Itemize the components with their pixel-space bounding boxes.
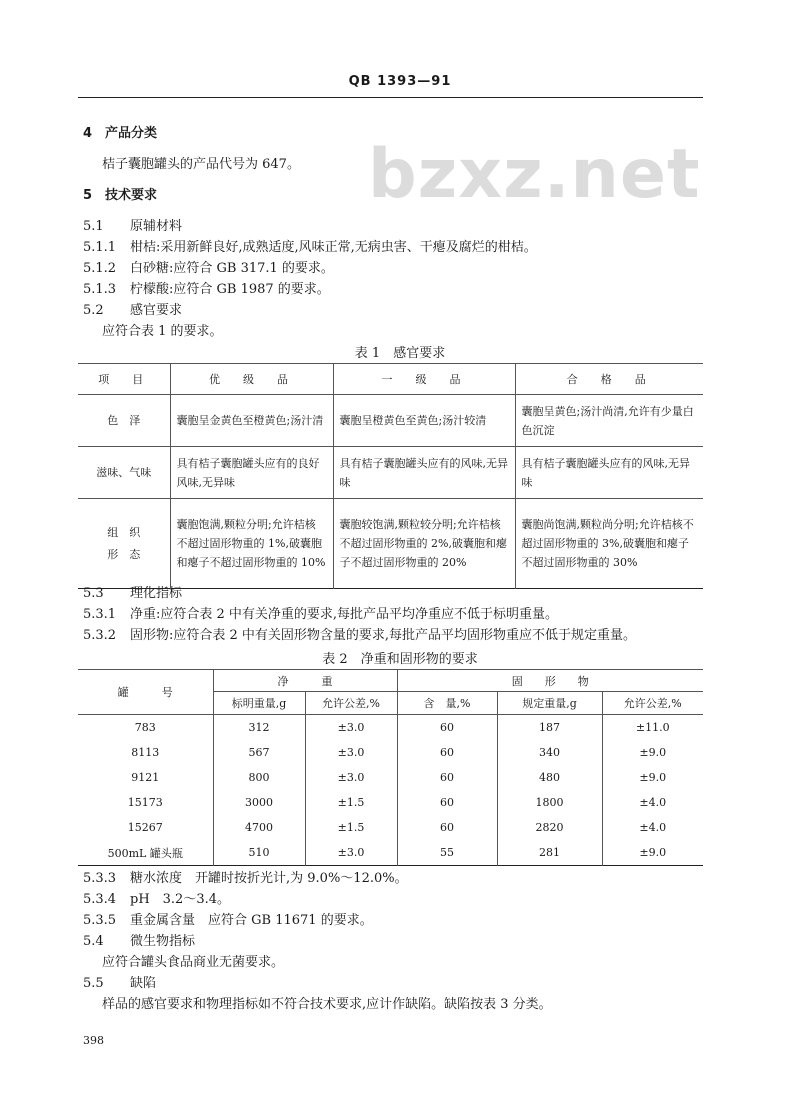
table-cell: 1800 xyxy=(497,790,602,815)
header-grade-superior: 优 级 品 xyxy=(170,364,333,395)
subheader-solids-tolerance: 允许公差,% xyxy=(602,692,703,715)
table-cell: 9121 xyxy=(78,765,213,790)
section-4-heading: 4 产品分类 xyxy=(83,126,158,141)
table-cell: 500mL 罐头瓶 xyxy=(78,840,213,866)
table-cell: 60 xyxy=(397,740,497,765)
table-cell: 60 xyxy=(397,715,497,741)
header-grade-qualified: 合 格 品 xyxy=(515,364,703,395)
header-grade-first: 一 级 品 xyxy=(333,364,515,395)
table-cell: 60 xyxy=(397,815,497,840)
table-row xyxy=(78,715,703,741)
table-cell: 800 xyxy=(213,765,305,790)
table-cell: ±11.0 xyxy=(602,715,703,741)
section-5-3-2: 5.3.2 固形物:应符合表 2 中有关固形物含量的要求,每批产品平均固形物重应不低于规定重量。 xyxy=(83,628,637,643)
section-5-4-text: 应符合罐头食品商业无菌要求。 xyxy=(102,955,285,970)
row-label-taste: 滋味、气味 xyxy=(78,447,170,499)
section-5-2-text: 应符合表 1 的要求。 xyxy=(102,324,223,339)
section-5-3-5: 5.3.5 重金属含量 应符合 GB 11671 的要求。 xyxy=(83,913,373,928)
table-cell: 783 xyxy=(78,715,213,741)
table-cell: 3000 xyxy=(213,790,305,815)
table-cell: 187 xyxy=(497,715,602,741)
table-cell: 60 xyxy=(397,765,497,790)
watermark: bzxz.net xyxy=(368,135,701,214)
table-cell: ±3.0 xyxy=(305,765,397,790)
section-5-1-1: 5.1.1 柑桔:采用新鲜良好,成熟适度,风味正常,无病虫害、干瘪及腐烂的柑桔。 xyxy=(83,240,537,255)
subheader-labeled-weight: 标明重量,g xyxy=(213,692,305,715)
section-5-3-4: 5.3.4 pH 3.2～3.4。 xyxy=(83,892,231,907)
table-cell: ±1.5 xyxy=(305,790,397,815)
section-5-3: 5.3 理化指标 xyxy=(83,586,183,601)
table-cell: ±4.0 xyxy=(602,815,703,840)
table-cell: 60 xyxy=(397,790,497,815)
table-cell: ±3.0 xyxy=(305,715,397,741)
table1-caption: 表 1 感官要求 xyxy=(354,346,446,361)
sensory-requirements-table xyxy=(78,363,703,589)
table-row xyxy=(78,790,703,815)
cell-color-qualified: 囊胞呈黄色;汤汁尚清,允许有少量白色沉淀 xyxy=(515,395,703,447)
table-row xyxy=(78,840,703,866)
subheader-net-tolerance: 允许公差,% xyxy=(305,692,397,715)
table-row xyxy=(78,815,703,840)
section-5-3-3: 5.3.3 糖水浓度 开罐时按折光计,为 9.0%～12.0%。 xyxy=(83,871,408,886)
subheader-content: 含 量,% xyxy=(397,692,497,715)
table-cell: 8113 xyxy=(78,740,213,765)
cell-color-first: 囊胞呈橙黄色至黄色;汤汁较清 xyxy=(333,395,515,447)
header-item: 项 目 xyxy=(78,364,170,395)
table-cell: 55 xyxy=(397,840,497,866)
net-weight-solids-table xyxy=(78,669,703,866)
table-cell: ±9.0 xyxy=(602,840,703,866)
table-cell: ±9.0 xyxy=(602,765,703,790)
cell-taste-superior: 具有桔子囊胞罐头应有的良好风味,无异味 xyxy=(170,447,333,499)
table-cell: 567 xyxy=(213,740,305,765)
row-label-texture: 组 织 形 态 xyxy=(78,499,170,589)
table-row xyxy=(78,740,703,765)
table-cell: ±3.0 xyxy=(305,840,397,866)
page-number: 398 xyxy=(83,1034,104,1047)
section-5-5-text: 样品的感官要求和物理指标如不符合技术要求,应计作缺陷。缺陷按表 3 分类。 xyxy=(102,997,552,1012)
table-cell: 480 xyxy=(497,765,602,790)
table-cell: 4700 xyxy=(213,815,305,840)
cell-texture-qualified: 囊胞尚饱满,颗粒尚分明;允许桔核不超过固形物重的 3%,破囊胞和瘪子不超过固形物重的 30% xyxy=(515,499,703,589)
table-cell: 15267 xyxy=(78,815,213,840)
cell-taste-qualified: 具有桔子囊胞罐头应有的风味,无异味 xyxy=(515,447,703,499)
section-5-3-1: 5.3.1 净重:应符合表 2 中有关净重的要求,每批产品平均净重应不低于标明重量。 xyxy=(83,607,559,622)
section-5-1-3: 5.1.3 柠檬酸:应符合 GB 1987 的要求。 xyxy=(83,282,330,297)
table-cell: ±1.5 xyxy=(305,815,397,840)
table-cell: 312 xyxy=(213,715,305,741)
table-cell: 340 xyxy=(497,740,602,765)
table-cell: 510 xyxy=(213,840,305,866)
table-cell: 2820 xyxy=(497,815,602,840)
section-5-5: 5.5 缺陷 xyxy=(83,976,157,991)
section-5-2: 5.2 感官要求 xyxy=(83,303,183,318)
cell-texture-first: 囊胞较饱满,颗粒较分明;允许桔核不超过固形物重的 2%,破囊胞和瘪子不超过固形物重的 20% xyxy=(333,499,515,589)
table-cell: 15173 xyxy=(78,790,213,815)
section-5-1: 5.1 原辅材料 xyxy=(83,219,183,234)
table-row xyxy=(78,765,703,790)
header-rule xyxy=(78,97,703,98)
header-solids: 固 形 物 xyxy=(397,670,703,692)
table-cell: 281 xyxy=(497,840,602,866)
header-can-number: 罐 号 xyxy=(78,670,213,715)
header-net-weight: 净 重 xyxy=(213,670,397,692)
section-5-heading: 5 技术要求 xyxy=(83,188,158,203)
section-4-text: 桔子囊胞罐头的产品代号为 647。 xyxy=(102,157,300,172)
table-cell: ±9.0 xyxy=(602,740,703,765)
table-cell: ±3.0 xyxy=(305,740,397,765)
document-code: QB 1393—91 xyxy=(348,74,452,89)
section-5-4: 5.4 微生物指标 xyxy=(83,934,196,949)
table2-caption: 表 2 净重和固形物的要求 xyxy=(322,652,478,667)
section-5-1-2: 5.1.2 白砂糖:应符合 GB 317.1 的要求。 xyxy=(83,261,334,276)
cell-taste-first: 具有桔子囊胞罐头应有的风味,无异味 xyxy=(333,447,515,499)
cell-color-superior: 囊胞呈金黄色至橙黄色;汤汁清 xyxy=(170,395,333,447)
row-label-color: 色 泽 xyxy=(78,395,170,447)
subheader-specified-weight: 规定重量,g xyxy=(497,692,602,715)
table-cell: ±4.0 xyxy=(602,790,703,815)
cell-texture-superior: 囊胞饱满,颗粒分明;允许桔核不超过固形物重的 1%,破囊胞和瘪子不超过固形物重的 10% xyxy=(170,499,333,589)
